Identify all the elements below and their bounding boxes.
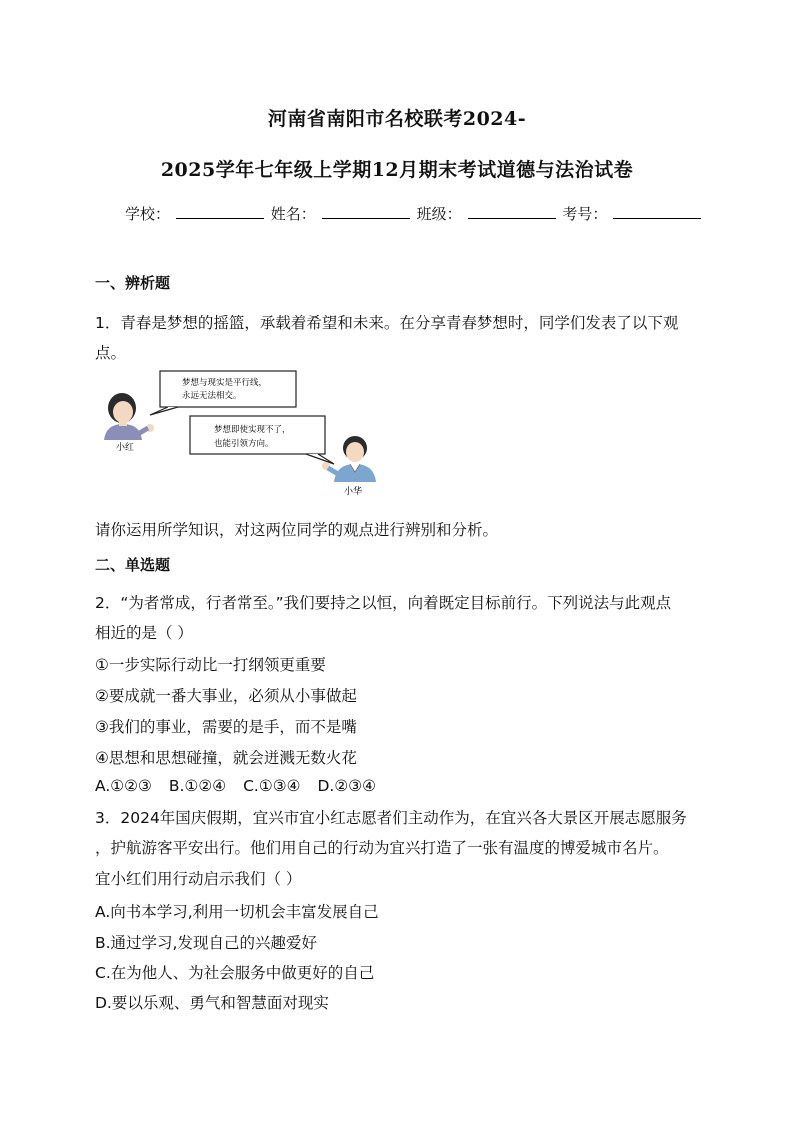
q3-line-2: ，护航游客平安出行。他们用自己的行动为宜兴打造了一张有温度的博爱城市名片。 (95, 839, 669, 857)
class-label: 班级： (416, 205, 462, 223)
q3-line-1: 3．2024年国庆假期，宜兴市宜小红志愿者们主动作为，在宜兴各大景区开展志愿服务 (95, 809, 687, 827)
q3-line-3: 宜小红们用行动启示我们（ ） (95, 870, 302, 888)
title-line-1: 河南省南阳市名校联考2024- (267, 108, 527, 130)
q2-line-2: 相近的是（ ） (95, 624, 193, 642)
q1-line-2: 点。 (95, 344, 127, 362)
girl-figure (104, 393, 154, 440)
boy-figure (322, 436, 376, 482)
q2-option-a[interactable]: A.①②③ (95, 777, 152, 795)
speech-bubble-1 (160, 371, 296, 407)
q2-item-4: ④思想和思想碰撞，就会迸溅无数火花 (95, 749, 357, 767)
boy-name: 小华 (344, 487, 363, 497)
bubble2-line2: 也能引领方向。 (214, 439, 274, 449)
name-blank[interactable] (322, 204, 410, 219)
bubble1-line2: 永远无法相交。 (182, 391, 242, 401)
q1-line-1: 1．青春是梦想的摇篮，承载着希望和未来。在分享青春梦想时，同学们发表了以下观 (95, 314, 679, 332)
q3-option-d[interactable]: D.要以乐观、勇气和智慧面对现实 (95, 994, 329, 1012)
q3-option-a[interactable]: A.向书本学习,利用一切机会丰富发展自己 (95, 903, 379, 921)
bubble1-line1: 梦想与现实是平行线， (182, 378, 268, 388)
exam-number-blank[interactable] (613, 204, 701, 219)
exam-number-label: 考号： (562, 205, 608, 223)
q3-option-b[interactable]: B.通过学习,发现自己的兴趣爱好 (95, 934, 317, 952)
name-label: 姓名： (270, 205, 316, 223)
q2-item-2: ②要成就一番大事业，必须从小事做起 (95, 687, 357, 705)
section-heading-2: 二、单选题 (95, 556, 171, 574)
q2-item-3: ③我们的事业，需要的是手，而不是嘴 (95, 718, 357, 736)
girl-name: 小红 (116, 443, 135, 453)
dialogue-illustration (98, 368, 398, 500)
q2-item-1: ①一步实际行动比一打纲领更重要 (95, 656, 326, 674)
q2-option-b[interactable]: B.①②④ (168, 777, 227, 795)
school-blank[interactable] (176, 204, 264, 219)
bubble2-line1: 梦想即使实现不了， (214, 425, 291, 435)
q1-prompt: 请你运用所学知识，对这两位同学的观点进行辨别和分析。 (95, 521, 499, 539)
section-heading-1: 一、辨析题 (95, 274, 171, 292)
school-label: 学校： (125, 205, 171, 223)
title-line-2: 2025学年七年级上学期12月期末考试道德与法治试卷 (160, 159, 634, 181)
q2-options (95, 777, 388, 795)
q2-option-d[interactable]: D.②③④ (317, 777, 377, 795)
q2-line-1: 2．“为者常成，行者常至。”我们要持之以恒，向着既定目标前行。下列说法与此观点 (95, 594, 672, 612)
class-blank[interactable] (468, 204, 556, 219)
q2-option-c[interactable]: C.①③④ (243, 777, 301, 795)
student-info-row (125, 203, 703, 224)
q3-option-c[interactable]: C.在为他人、为社会服务中做更好的自己 (95, 964, 375, 982)
